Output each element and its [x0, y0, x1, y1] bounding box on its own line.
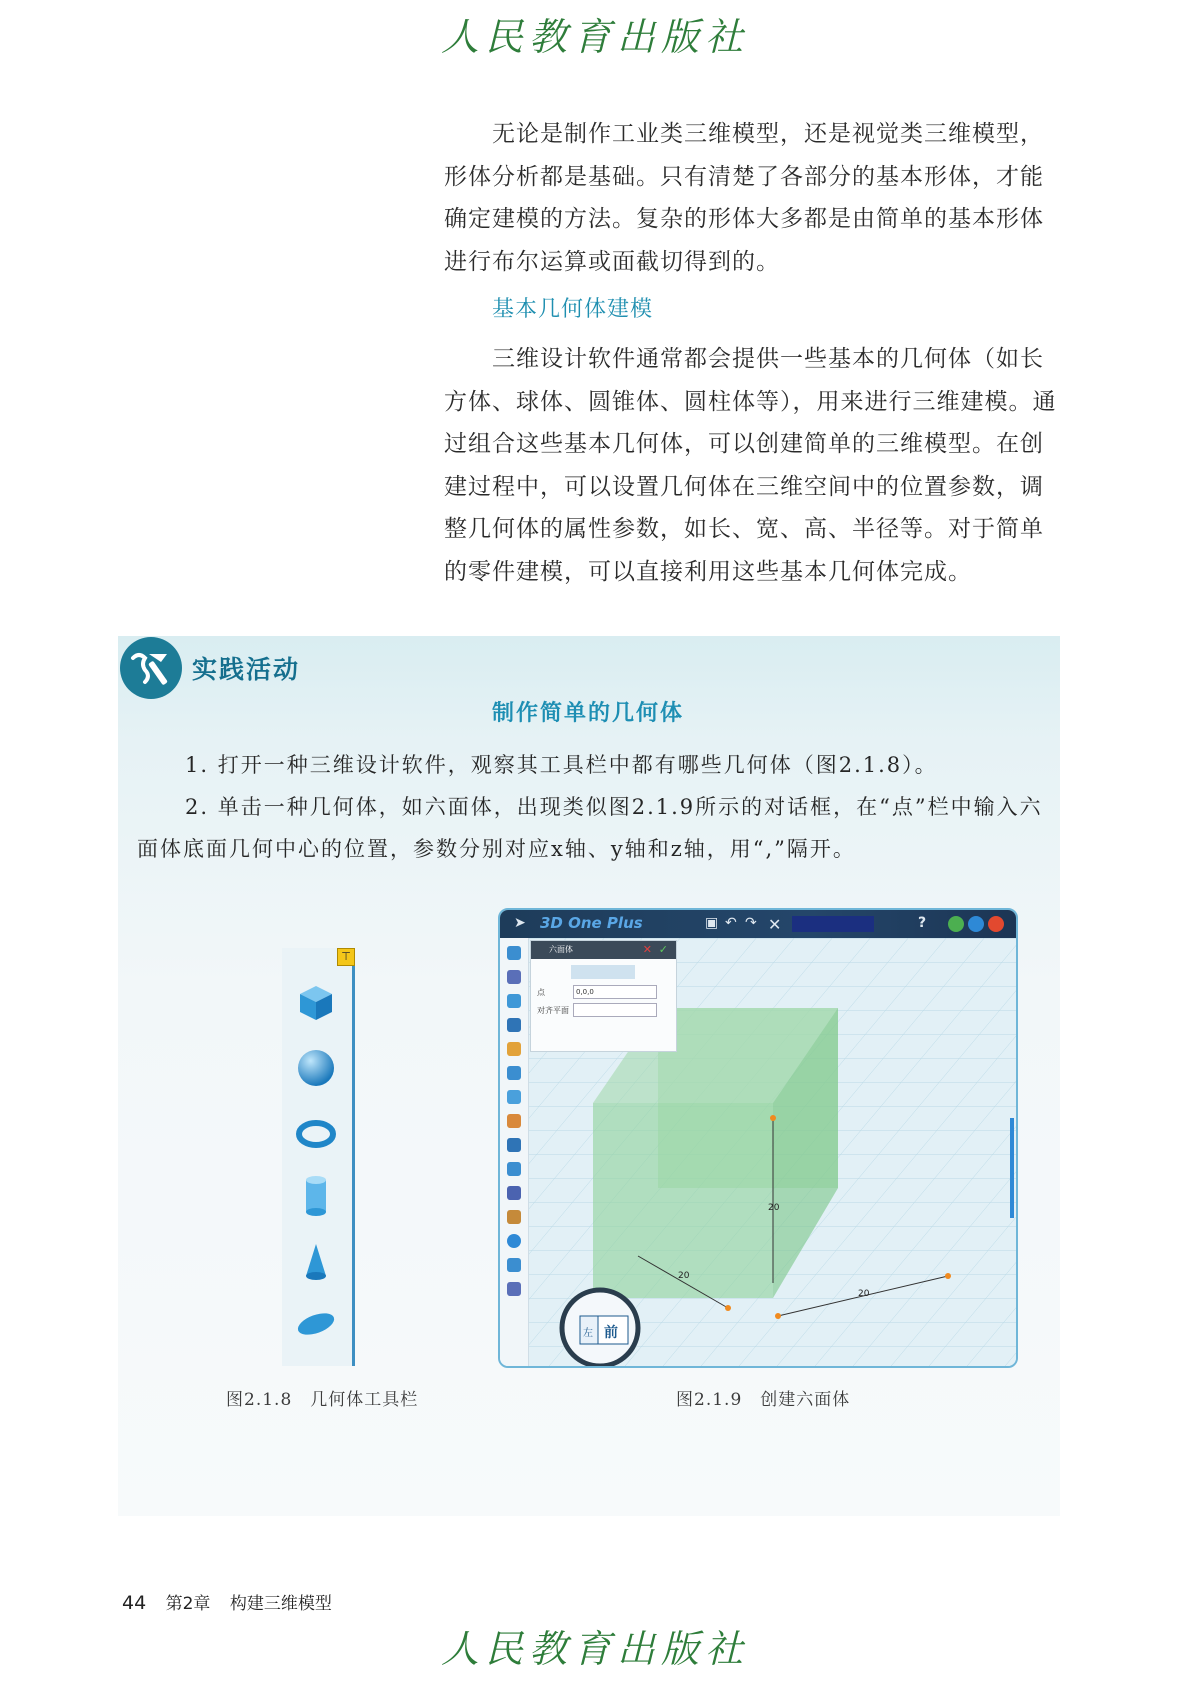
view-cube-left-label: 左	[583, 1328, 593, 1339]
dialog-cancel-icon[interactable]: ✕	[642, 943, 652, 956]
view-cube-front-label: 前	[604, 1325, 618, 1341]
maximize-icon[interactable]	[968, 916, 984, 932]
box-front-face	[593, 1103, 773, 1298]
dialog-confirm-icon[interactable]: ✓	[658, 943, 668, 956]
activity-subtitle: 制作简单的几何体	[492, 701, 685, 726]
window-close-icon[interactable]	[988, 916, 1004, 932]
publisher-logo-bottom	[430, 1620, 760, 1676]
intro-paragraph	[444, 113, 1064, 283]
publisher-logo-top	[430, 8, 760, 64]
depth-dimension-label: 20	[678, 1271, 690, 1281]
app-titlebar	[500, 910, 1016, 938]
hexahedron-dialog	[530, 940, 677, 1052]
svg-text:人民教育出版社: 人民教育出版社	[440, 15, 750, 59]
activity-step-2: 2. 单击一种几何体，如六面体，出现类似图2.1.9所示的对话框，在“点”栏中输入六面体底面几何中心的位置，参数分别对应x轴、y轴和z轴，用“,”隔开。	[137, 795, 1043, 861]
toolbar-tool-icon[interactable]	[507, 1234, 521, 1248]
search-field[interactable]	[792, 916, 874, 932]
section-paragraph-text: 三维设计软件通常都会提供一些基本的几何体（如长方体、球体、圆锥体、圆柱体等），用来进行三维建模。通过组合这些基本几何体，可以创建简单的三维模型。在创建过程中，可以设置几何体在三维空间中的位置参数，调整几何体的属性参数，如长、宽、高、半径等。对于简单的零件建模，可以直接利用这些基本几何体完成。	[444, 346, 1057, 585]
activity-title: 实践活动	[192, 655, 301, 684]
point-label: 点	[537, 988, 545, 997]
viewport-scrollbar[interactable]	[1010, 1118, 1014, 1218]
toolbar-tool-icon[interactable]	[507, 1042, 521, 1056]
sphere-icon[interactable]	[294, 1046, 338, 1090]
vertex-marker[interactable]	[770, 1115, 776, 1121]
vertex-marker[interactable]	[775, 1313, 781, 1319]
align-plane-label: 对齐平面	[537, 1006, 569, 1015]
toolbar-tool-icon[interactable]	[507, 1018, 521, 1032]
vertex-marker[interactable]	[725, 1305, 731, 1311]
intro-paragraph-text: 无论是制作工业类三维模型，还是视觉类三维模型，形体分析都是基础。只有清楚了各部分的基本形体，才能确定建模的方法。复杂的形体大多都是由简单的基本形体进行布尔运算或面截切得到的。	[444, 121, 1044, 275]
toolbar-tool-icon[interactable]	[507, 1090, 521, 1104]
publisher-logo-icon	[430, 8, 760, 64]
toolbar-tool-icon[interactable]	[507, 1138, 521, 1152]
dialog-header	[531, 941, 676, 959]
height-dimension-label: 20	[768, 1203, 780, 1213]
redo-icon[interactable]: ↷	[745, 915, 757, 931]
toolbar-tool-icon[interactable]	[507, 970, 521, 984]
align-plane-input[interactable]	[573, 1003, 657, 1017]
chapter-title: 构建三维模型	[229, 1594, 332, 1614]
section-paragraph	[444, 338, 1064, 593]
cone-icon[interactable]	[294, 1240, 338, 1284]
dialog-mode-buttons[interactable]	[571, 965, 635, 979]
page-number: 44	[122, 1592, 147, 1614]
minimize-icon[interactable]	[948, 916, 964, 932]
app-name: 3D One Plus	[540, 914, 643, 932]
dialog-title: 六面体	[549, 945, 573, 954]
section-heading: 基本几何体建模	[492, 297, 654, 322]
toolbar-tool-icon[interactable]	[507, 946, 521, 960]
save-icon[interactable]: ▣	[705, 915, 719, 931]
toolbar-tool-icon[interactable]	[507, 1282, 521, 1296]
publisher-logo-icon	[430, 1620, 760, 1676]
pin-icon[interactable]: ⊤	[337, 948, 355, 966]
toolbar-tool-icon[interactable]	[507, 1186, 521, 1200]
app-left-toolbar	[500, 938, 529, 1366]
toolbar-tool-icon[interactable]	[507, 1066, 521, 1080]
app-window	[498, 908, 1018, 1368]
close-icon[interactable]: ✕	[768, 915, 782, 934]
toolbar-tool-icon[interactable]	[507, 1210, 521, 1224]
svg-text:人民教育出版社: 人民教育出版社	[440, 1627, 750, 1671]
geometry-toolbar	[282, 948, 355, 1366]
help-icon[interactable]: ?	[918, 915, 927, 931]
page-footer	[122, 1589, 332, 1614]
toolbar-tool-icon[interactable]	[507, 1114, 521, 1128]
toolbar-tool-icon[interactable]	[507, 1162, 521, 1176]
paper-plane-icon: ➤	[514, 915, 526, 931]
torus-icon[interactable]	[294, 1112, 338, 1156]
cube-icon[interactable]	[294, 980, 338, 1024]
ellipsoid-icon[interactable]	[294, 1302, 338, 1346]
toolbar-tool-icon[interactable]	[507, 994, 521, 1008]
chapter-label: 第2章	[165, 1594, 211, 1614]
point-input[interactable]: 0,0,0	[573, 985, 657, 999]
vertex-marker[interactable]	[945, 1273, 951, 1279]
toolbar-tool-icon[interactable]	[507, 1258, 521, 1272]
figure-2-1-9-caption: 图2.1.9 创建六面体	[676, 1390, 851, 1410]
activity-step-1: 1. 打开一种三维设计软件，观察其工具栏中都有哪些几何体（图2.1.8）。	[185, 753, 938, 777]
width-dimension-label: 20	[858, 1289, 870, 1299]
figure-2-1-8-caption: 图2.1.8 几何体工具栏	[226, 1390, 419, 1410]
undo-icon[interactable]: ↶	[725, 915, 737, 931]
cylinder-icon[interactable]	[294, 1174, 338, 1218]
activity-badge-icon	[119, 636, 183, 700]
